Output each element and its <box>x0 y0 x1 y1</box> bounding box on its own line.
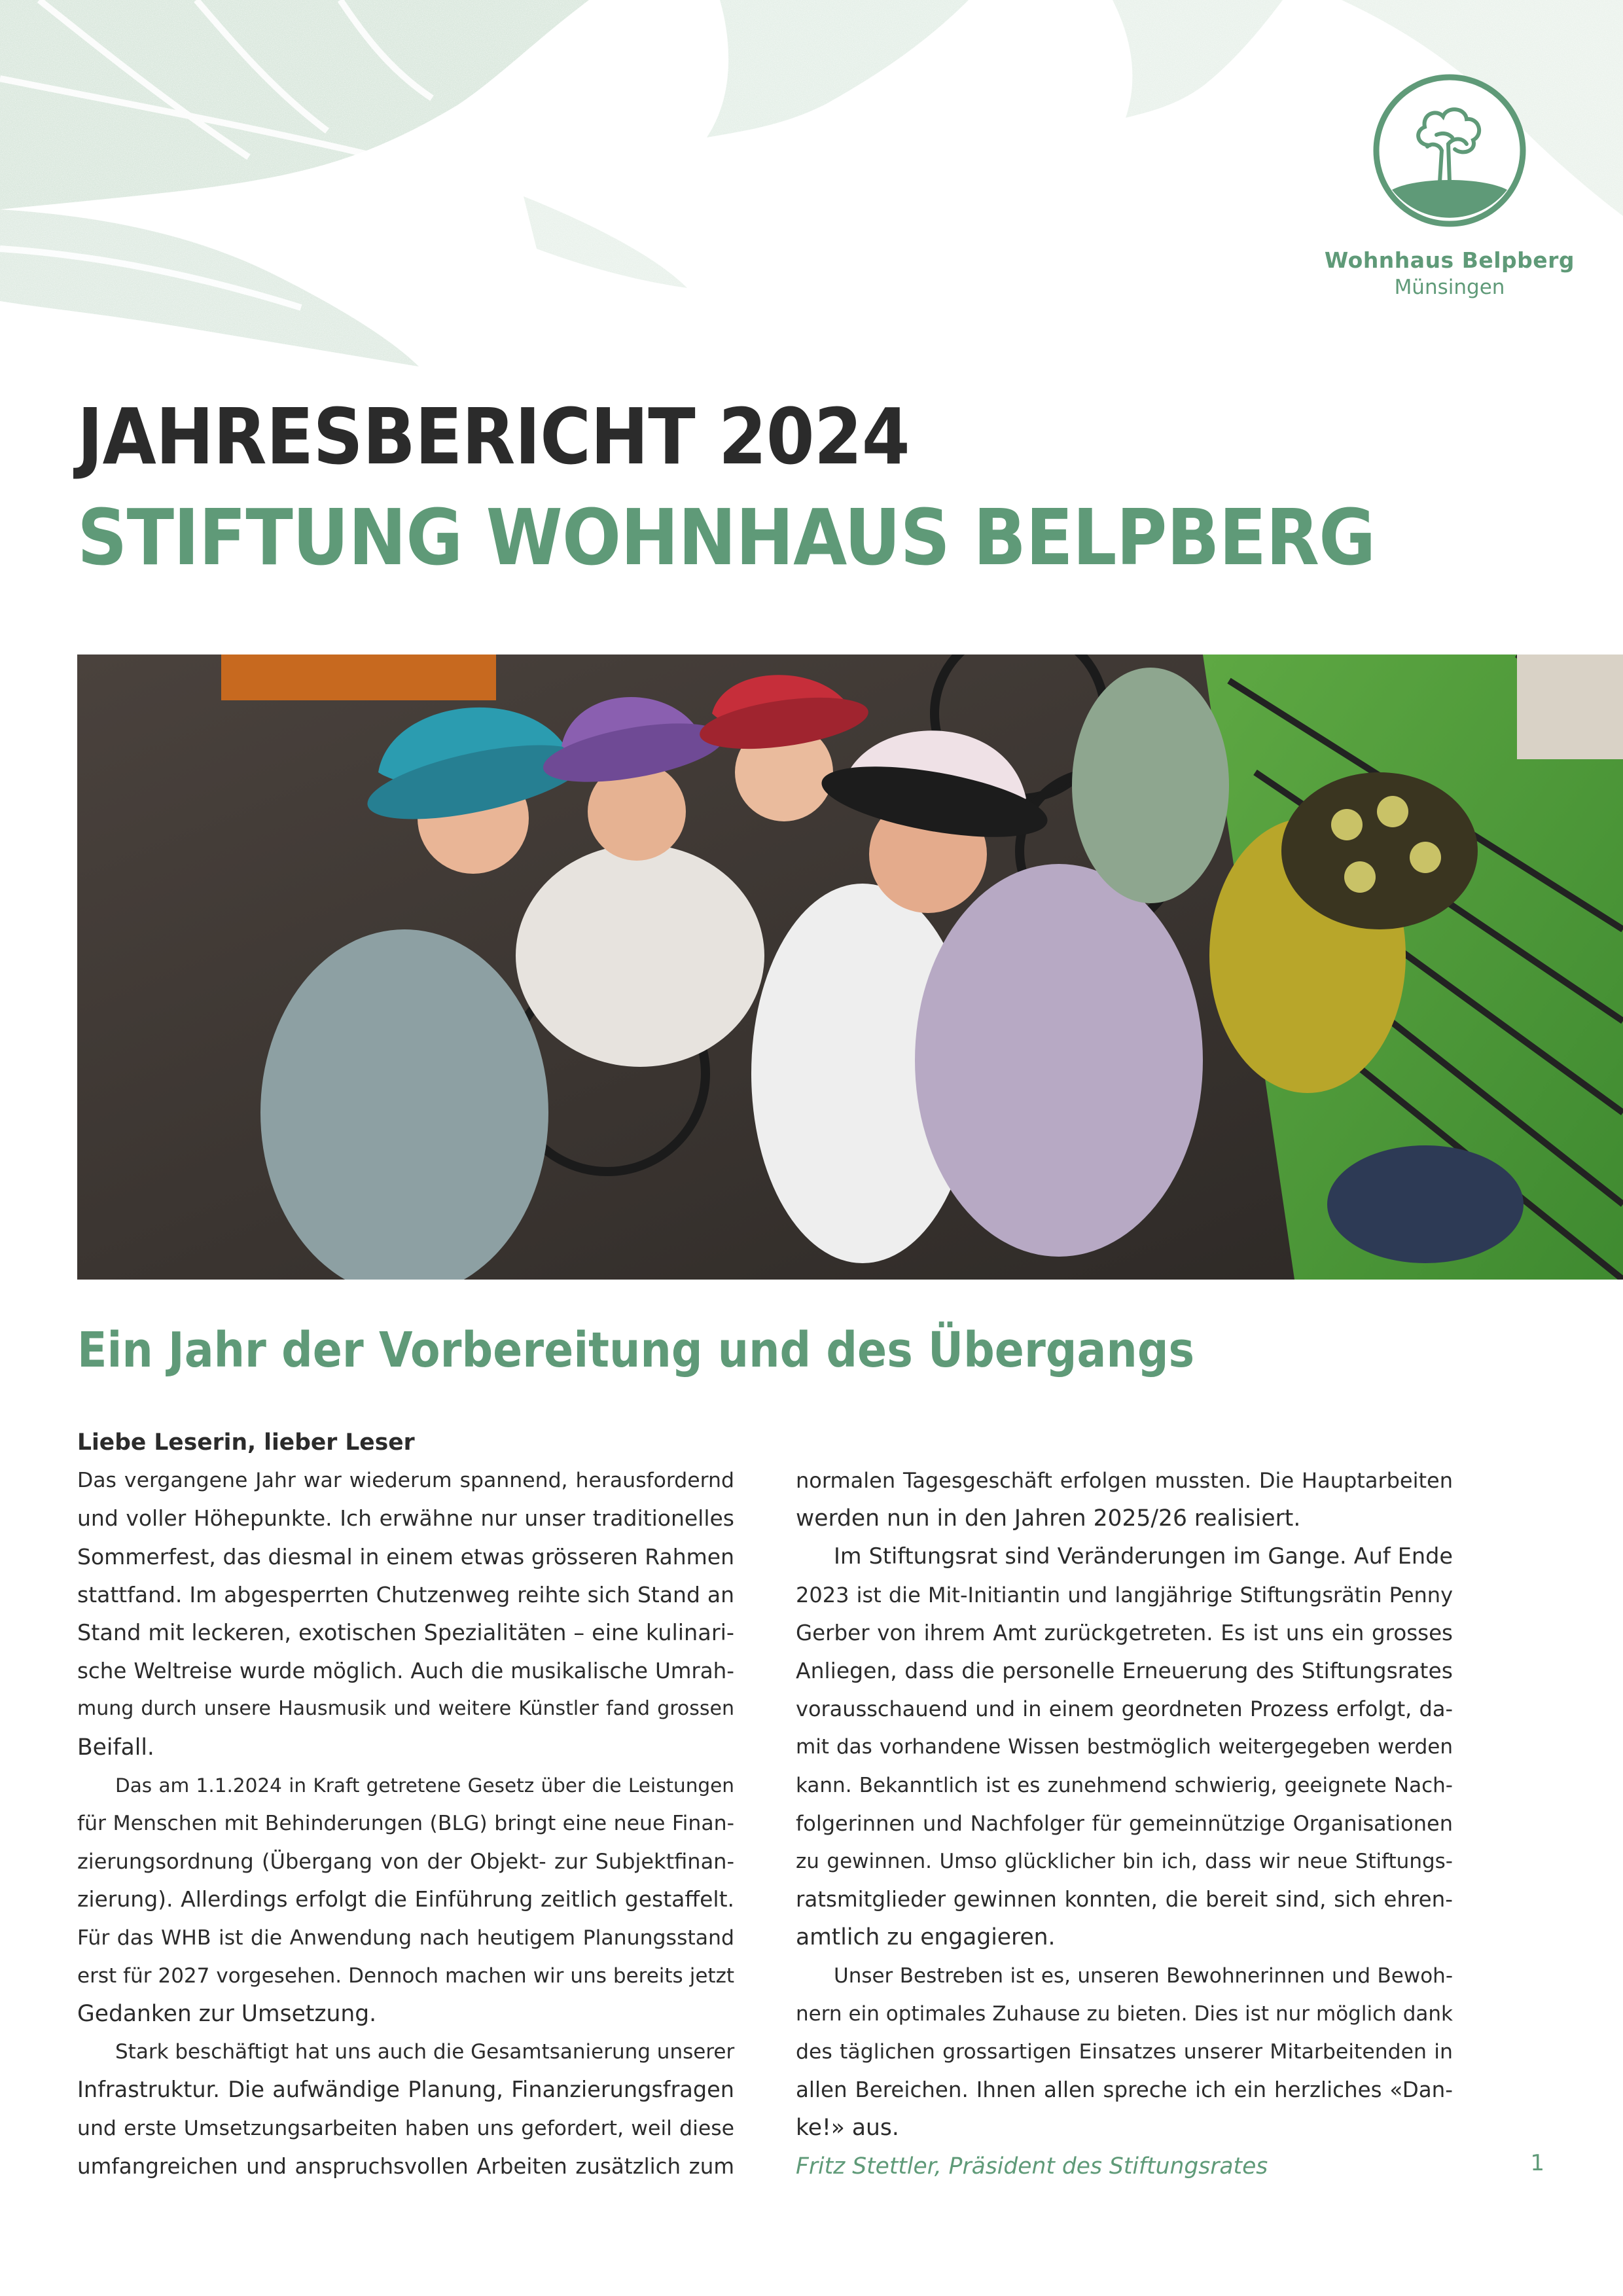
text-line: Beifall. <box>77 1734 154 1761</box>
text-line: Gedanken zur Umsetzung. <box>77 2001 377 2028</box>
tree-icon <box>1371 72 1528 229</box>
letter-greeting: Liebe Leserin, lieber Leser <box>77 1429 415 1456</box>
text-line: sche Weltreise wurde möglich. Auch die musikalische Umrah- <box>77 1659 734 1684</box>
text-line: zierung). Allerdings erfolgt die Einführung zeitlich gestaffelt. <box>77 1886 734 1912</box>
text-line: vorausschauend und in einem geordneten Prozess erfolgt, da- <box>796 1696 1453 1722</box>
text-line: normalen Tagesgeschäft erfolgen mussten. Die Hauptarbeiten <box>796 1468 1453 1493</box>
text-line: des täglichen grossartigen Einsatzes unserer Mitarbeitenden in <box>796 2040 1453 2064</box>
text-line: umfangreichen und anspruchsvollen Arbeiten zusätzlich zum <box>77 2153 734 2179</box>
text-line: Im Stiftungsrat sind Veränderungen im Gange. Auf Ende <box>834 1543 1453 1570</box>
text-line: und erste Umsetzungsarbeiten haben uns gefordert, weil diese <box>77 2116 734 2140</box>
letter-column-left <box>77 1424 734 2185</box>
organization-logo <box>1322 72 1577 299</box>
letter-column-right <box>796 1462 1453 2185</box>
text-line: allen Bereichen. Ihnen allen spreche ich ein herzliches «Dan- <box>796 2077 1453 2103</box>
text-line: Gerber von ihrem Amt zurückgetreten. Es ist uns ein grosses <box>796 1620 1453 1645</box>
text-line: Das vergangene Jahr war wiederum spannend, herausfordernd <box>77 1469 734 1493</box>
text-line: ke!» aus. <box>796 2115 899 2142</box>
logo-town: Münsingen <box>1394 276 1505 299</box>
text-line: folgerinnen und Nachfolger für gemeinnützige Organisationen <box>796 1810 1453 1836</box>
section-heading: Ein Jahr der Vorbereitung und des Übergangs <box>77 1322 1195 1378</box>
text-line: Unser Bestreben ist es, unseren Bewohnerinnen und Bewoh- <box>834 1964 1453 1988</box>
foundation-title: STIFTUNG WOHNHAUS BELPBERG <box>77 492 1376 583</box>
logo-name: Wohnhaus Belpberg <box>1324 247 1575 273</box>
text-line: stattfand. Im abgesperrten Chutzenweg reihte sich Stand an <box>77 1581 734 1607</box>
text-line: und voller Höhepunkte. Ich erwähne nur unser traditionelles <box>77 1505 734 1532</box>
text-line: Anliegen, dass die personelle Erneuerung des Stiftungsrates <box>796 1658 1453 1684</box>
text-line: Stark beschäftigt hat uns auch die Gesamtsanierung unserer <box>115 2040 735 2064</box>
group-photo <box>77 655 1623 1280</box>
text-line: Stand mit leckeren, exotischen Spezialitäten – eine kulinari- <box>77 1620 734 1646</box>
text-line: kann. Bekanntlich ist es zunehmend schwierig, geeignete Nach- <box>796 1773 1453 1797</box>
letter-signature: Fritz Stettler, Präsident des Stiftungsrates <box>796 2153 1268 2179</box>
text-line: nern ein optimales Zuhause zu bieten. Dies ist nur möglich dank <box>796 2001 1453 2026</box>
text-line: erst für 2027 vorgesehen. Dennoch machen wir uns bereits jetzt <box>77 1964 734 1988</box>
text-line: Sommerfest, das diesmal in einem etwas grösseren Rahmen <box>77 1543 734 1570</box>
text-line: amtlich zu engagieren. <box>796 1924 1056 1951</box>
text-line: ratsmitglieder gewinnen konnten, die bereit sind, sich ehren- <box>796 1887 1453 1912</box>
text-line: Für das WHB ist die Anwendung nach heutigem Planungsstand <box>77 1926 734 1950</box>
text-line: für Menschen mit Behinderungen (BLG) bringt eine neue Finan- <box>77 1812 734 1836</box>
report-title: JAHRESBERICHT 2024 <box>77 391 910 482</box>
text-line: Infrastruktur. Die aufwändige Planung, Finanzierungsfragen <box>77 2077 734 2103</box>
text-line: mit das vorhandene Wissen bestmöglich weitergegeben werden <box>796 1735 1453 1759</box>
text-line: werden nun in den Jahren 2025/26 realisiert. <box>796 1505 1301 1532</box>
photo-illustration <box>77 655 1623 1280</box>
page-number: 1 <box>1530 2150 1544 2176</box>
text-line: mung durch unsere Hausmusik und weitere Künstler fand grossen <box>77 1697 734 1721</box>
text-line: zu gewinnen. Umso glücklicher bin ich, dass wir neue Stiftungs- <box>796 1850 1453 1874</box>
text-line: Das am 1.1.2024 in Kraft getretene Gesetz über die Leistungen <box>115 1774 734 1797</box>
text-line: 2023 ist die Mit-Initiantin und langjährige Stiftungsrätin Penny <box>796 1582 1453 1607</box>
text-line: zierungsordnung (Übergang von der Objekt- zur Subjektfinan- <box>77 1849 734 1874</box>
